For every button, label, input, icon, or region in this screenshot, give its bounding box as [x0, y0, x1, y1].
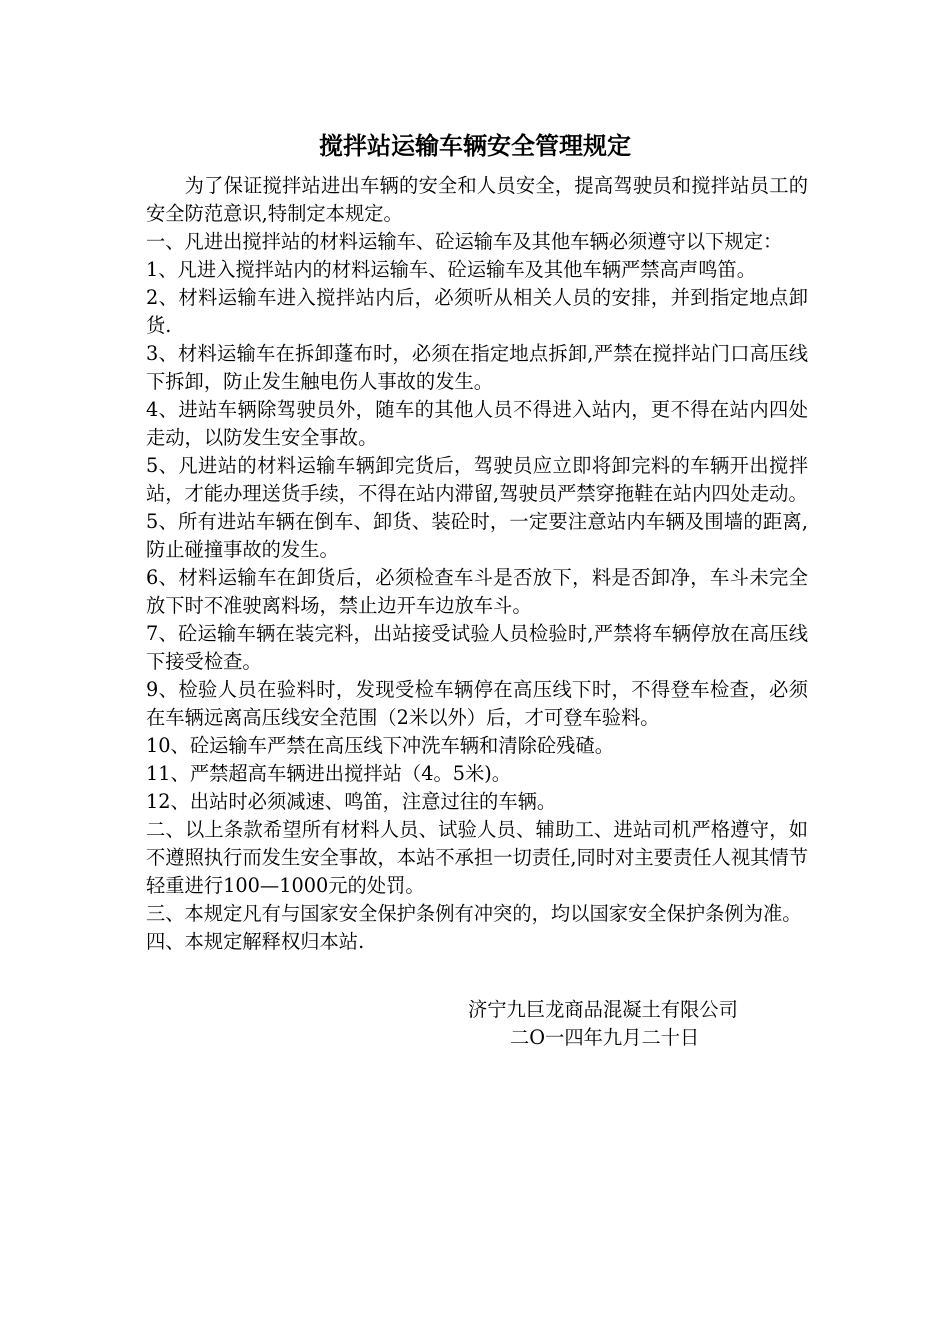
rule-1: 1、凡进入搅拌站内的材料运输车、砼运输车及其他车辆严禁高声鸣笛。	[146, 258, 756, 281]
rule-4: 4、进站车辆除驾驶员外，随车的其他人员不得进入站内，更不得在站内四处走动，以防发生安全事故。	[146, 398, 808, 449]
section-1-heading: 一、凡进出搅拌站的材料运输车、砼运输车及其他车辆必须遵守以下规定：	[146, 230, 783, 253]
document-title: 搅拌站运输车辆安全管理规定	[319, 131, 631, 160]
section-2: 二、以上条款希望所有材料人员、试验人员、辅助工、进站司机严格遵守，如不遵照执行而发生安全事故，本站不承担一切责任,同时对主要责任人视其情节轻重进行100—1000元的处罚。	[146, 818, 808, 897]
rule-12: 12、出站时必须减速、鸣笛，注意过往的车辆。	[146, 790, 557, 813]
rule-6: 6、材料运输车在卸货后，必须检查车斗是否放下，料是否卸净，车斗未完全放下时不准驶离料场，禁止边开车边放车斗。	[146, 566, 808, 617]
rule-10: 10、砼运输车严禁在高压线下冲洗车辆和清除砼残碴。	[146, 734, 615, 757]
rule-5a: 5、凡进站的材料运输车辆卸完货后，驾驶员应立即将卸完料的车辆开出搅拌站，才能办理送货手续，不得在站内滞留,驾驶员严禁穿拖鞋在站内四处走动。	[146, 454, 808, 505]
rule-5b: 5、所有进站车辆在倒车、卸货、装砼时，一定要注意站内车辆及围墙的距离,防止碰撞事故的发生。	[146, 510, 808, 561]
signature-date: 二O一四年九月二十日	[510, 1026, 700, 1049]
rule-3: 3、材料运输车在拆卸蓬布时，必须在指定地点拆卸,严禁在搅拌站门口高压线下拆卸，防止发生触电伤人事故的发生。	[146, 342, 808, 393]
rule-11: 11、严禁超高车辆进出搅拌站（4。5米)。	[146, 762, 512, 785]
rule-7: 7、砼运输车辆在装完料，出站接受试验人员检验时,严禁将车辆停放在高压线下接受检查。	[146, 622, 808, 673]
intro-paragraph: 为了保证搅拌站进出车辆的安全和人员安全，提高驾驶员和搅拌站员工的安全防范意识,特制定本规定。	[146, 174, 808, 225]
signature-company: 济宁九巨龙商品混凝土有限公司	[468, 998, 738, 1021]
rule-9: 9、检验人员在验料时，发现受检车辆停在高压线下时，不得登车检查，必须在车辆远离高压线安全范围（2米以外）后，才可登车验料。	[146, 678, 808, 729]
section-3: 三、本规定凡有与国家安全保护条例有冲突的，均以国家安全保护条例为准。	[146, 902, 802, 925]
section-4: 四、本规定解释权归本站.	[146, 930, 365, 953]
rule-2: 2、材料运输车进入搅拌站内后，必须听从相关人员的安排，并到指定地点卸货.	[146, 286, 808, 337]
document-body	[146, 172, 808, 956]
